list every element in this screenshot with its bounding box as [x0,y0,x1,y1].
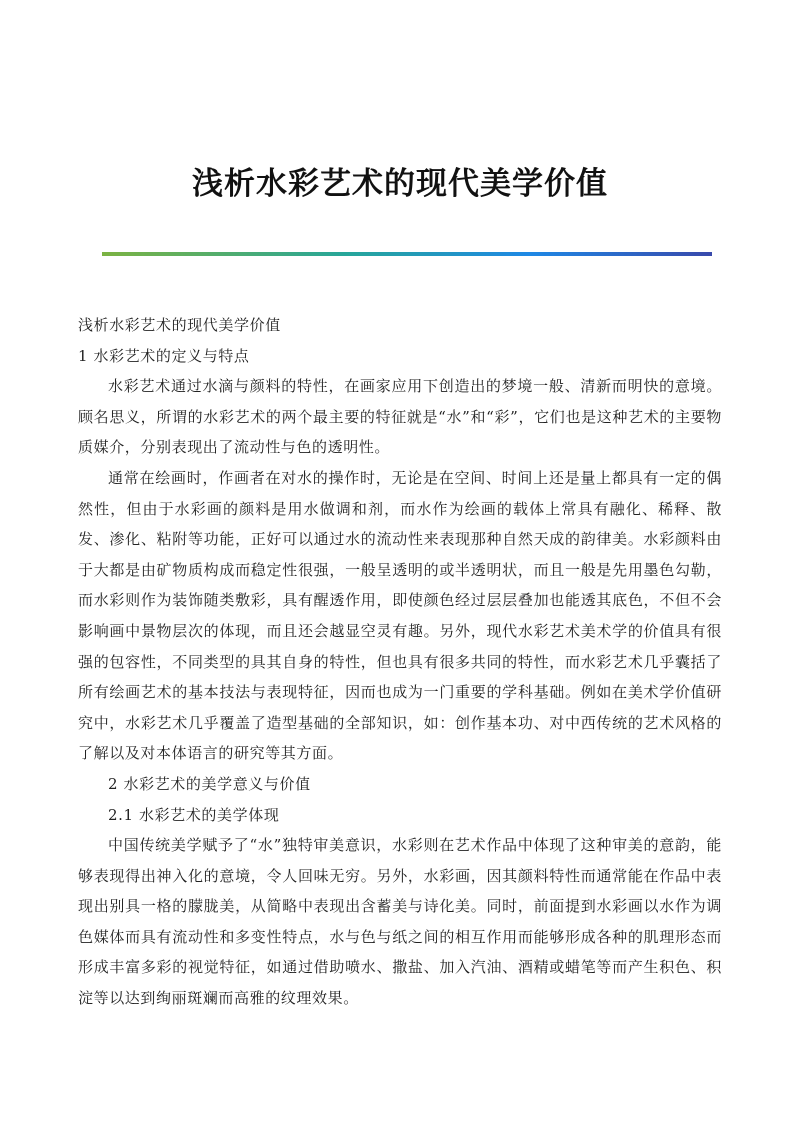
document-subtitle: 浅析水彩艺术的现代美学价值 [78,316,281,334]
section-1-paragraph-2: 通常在绘画时，作画者在对水的操作时，无论是在空间、时间上还是量上都具有一定的偶然性，但由于水彩画的颜料是用水做调和剂，而水作为绘画的载体上常具有融化、稀释、散发、渗化、粘附等功能，正好可以通过水的流动性来表现那种自然天成的韵律美。水彩颜料由于大都是由矿物质构成而稳定性很强，一般呈透明的或半透明状，而且一般是先用墨色勾勒，而水彩则作为装饰随类敷彩，具有醒透作用，即使颜色经过层层叠加也能透其底色，不但不会影响画中景物层次的体现，而且还会越显空灵有趣。另外，现代水彩艺术美术学的价值具有很强的包容性，不同类型的具其自身的特性，但也具有很多共同的特性，而水彩艺术几乎囊括了所有绘画艺术的基本技法与表现特征，因而也成为一门重要的学科基础。例如在美术学价值研究中，水彩艺术几乎覆盖了造型基础的全部知识，如：创作基本功、对中西传统的艺术风格的了解以及对本体语言的研究等其方面。 [78,468,722,763]
section-2-1-paragraph: 中国传统美学赋予了“水”独特审美意识，水彩则在艺术作品中体现了这种审美的意韵，能够表现得出神入化的意境，令人回味无穷。另外，水彩画，因其颜料特性而通常能在作品中表现出别具一格的朦胧美，从简略中表现出含蓄美与诗化美。同时，前面提到水彩画以水作为调色媒体而具有流动性和多变性特点，水与色与纸之间的相互作用而能够形成各种的肌理形态而形成丰富多彩的视觉特征，如通过借助喷水、撒盐、加入汽油、酒精或蜡笔等而产生积色、积淀等以达到绚丽斑斓而高雅的纹理效果。 [78,836,722,1008]
document-body [78,310,722,1014]
section-2-heading: 2 水彩艺术的美学意义与价值 [108,774,311,793]
section-1-paragraph-1: 水彩艺术通过水滴与颜料的特性，在画家应用下创造出的梦境一般、清新而明快的意境。顾名思义，所谓的水彩艺术的两个最主要的特征就是“水”和“彩”，它们也是这种艺术的主要物质媒介，分别表现出了流动性与色的透明性。 [78,377,722,457]
title-divider [102,252,712,256]
section-2-1-heading: 2.1 水彩艺术的美学体现 [108,805,280,824]
section-1-heading: 1 水彩艺术的定义与特点 [78,346,250,365]
page-title: 浅析水彩艺术的现代美学价值 [192,166,608,202]
